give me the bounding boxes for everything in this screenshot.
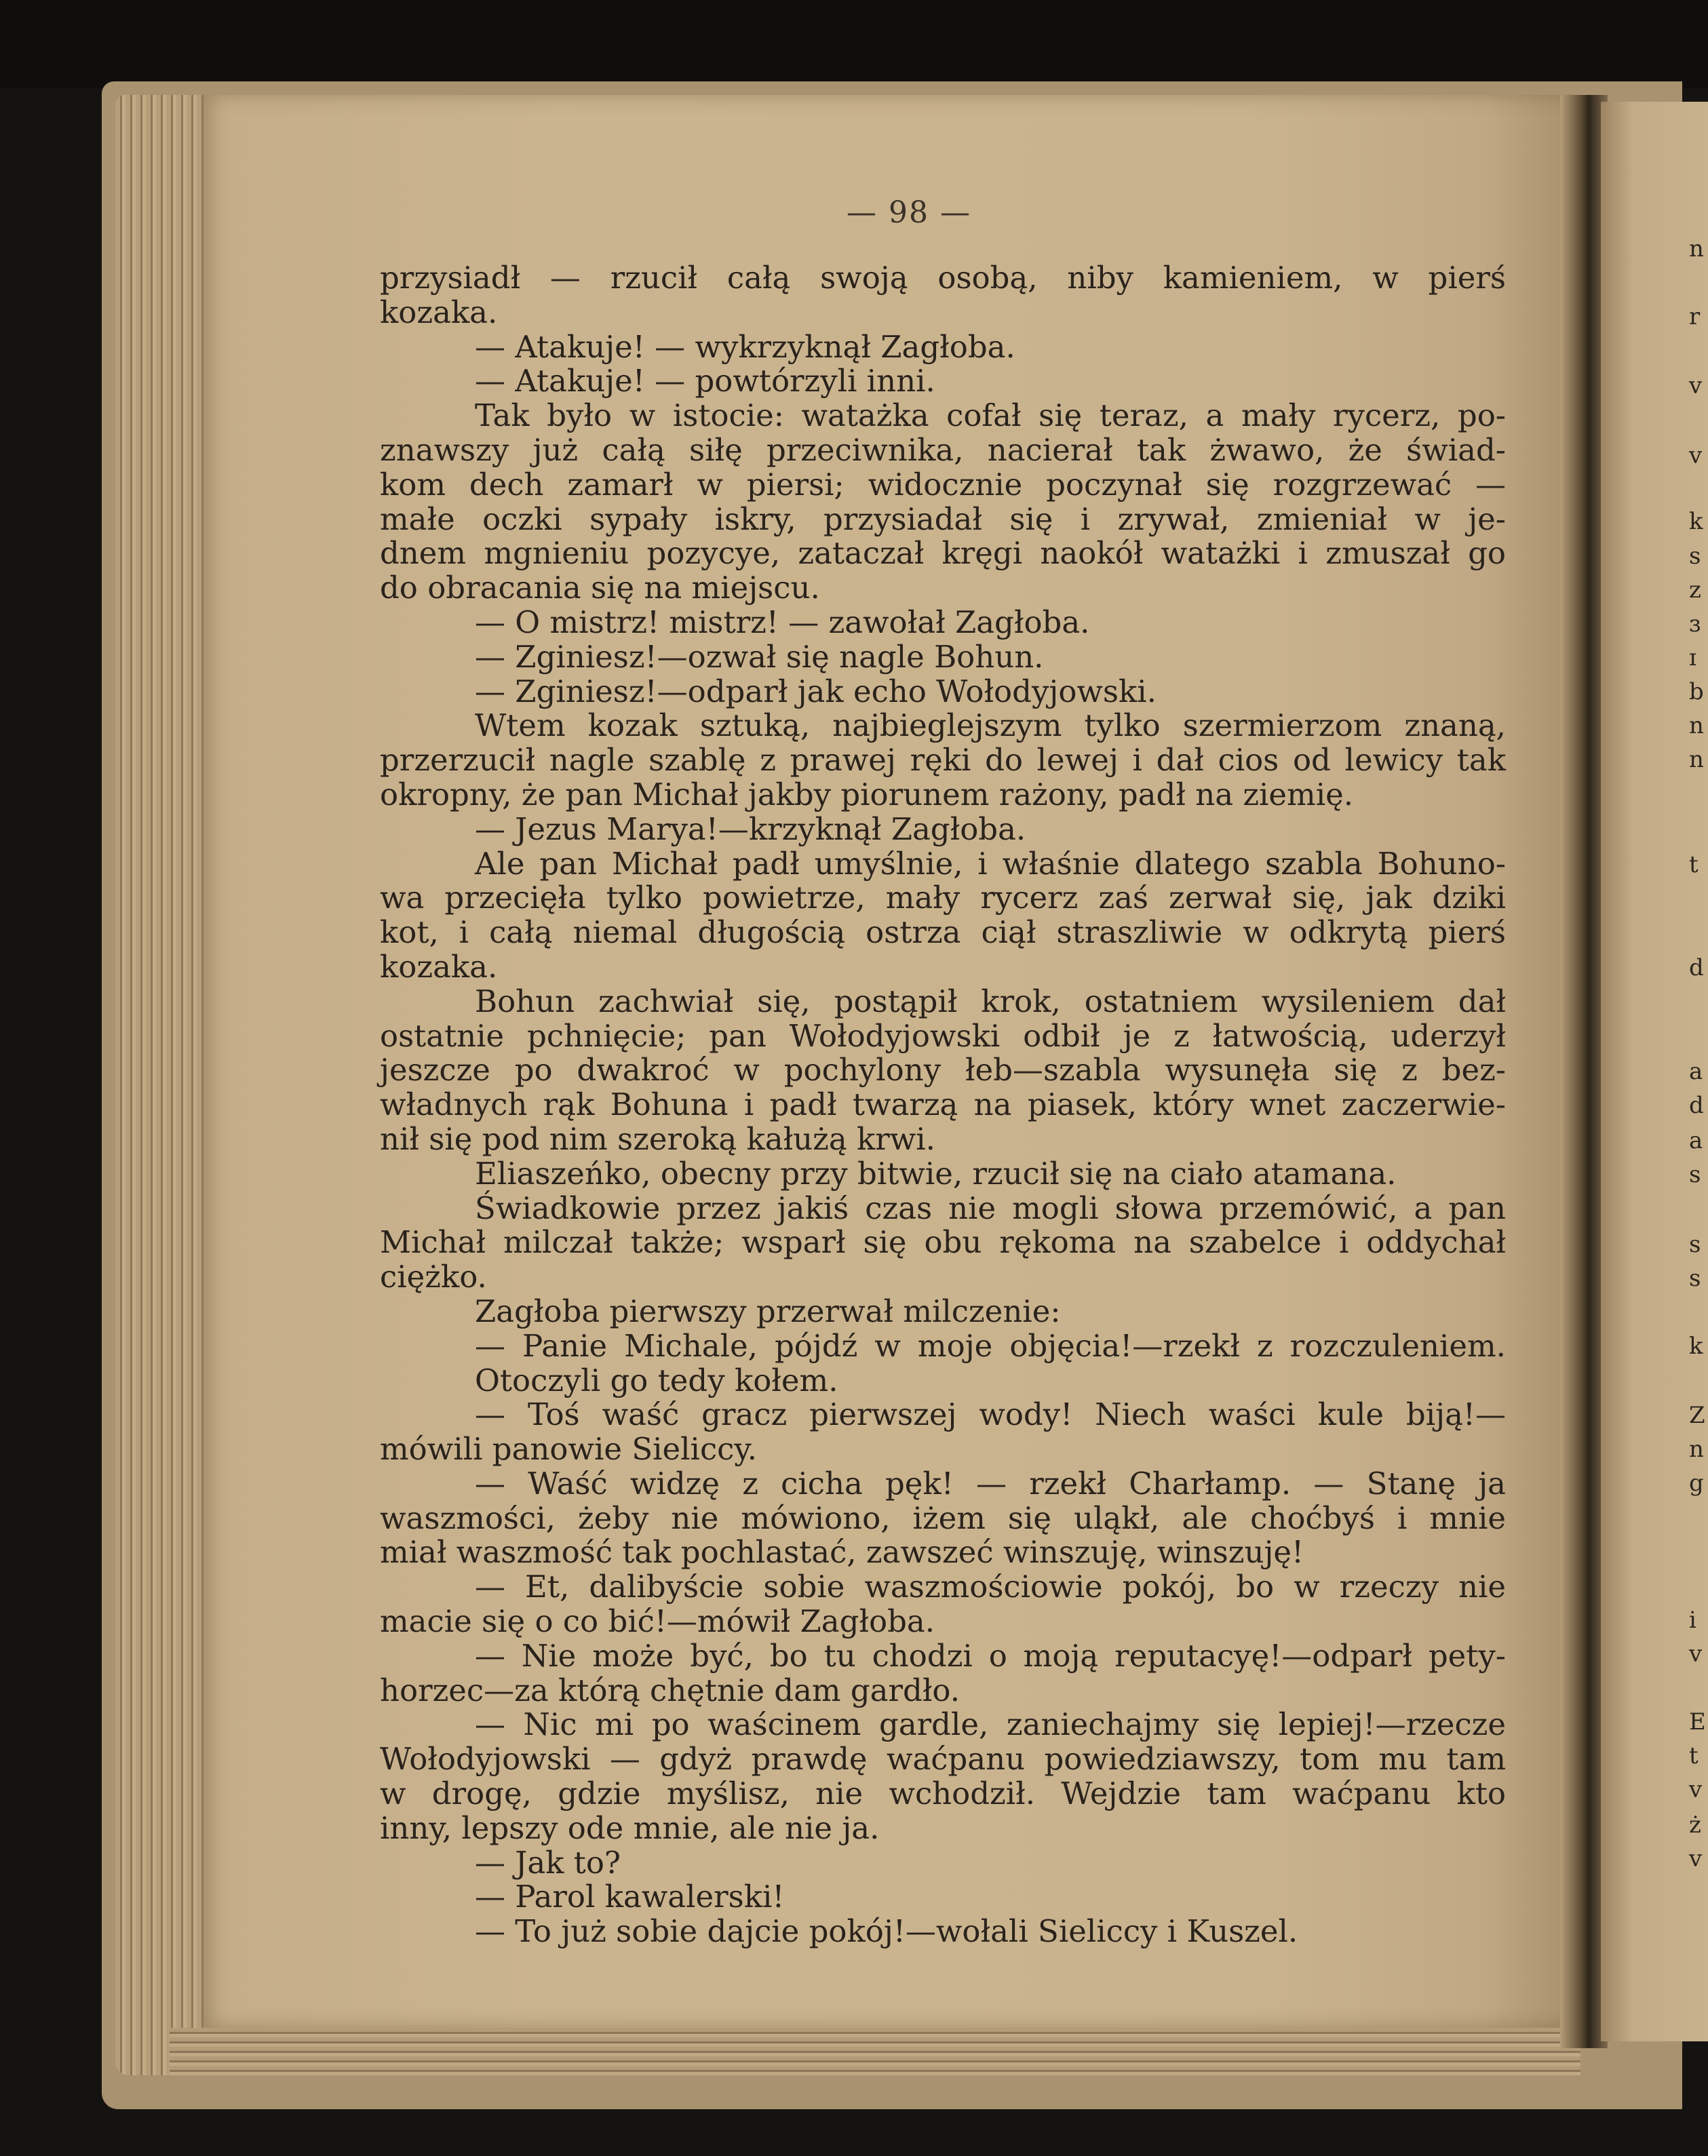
text-line: kom dech zamarł w piersi; widocznie poczynał się rozgrzewać —	[380, 466, 1506, 503]
right-page-letter: ɜ	[1689, 610, 1701, 638]
right-page-letter: n	[1689, 235, 1704, 262]
right-page-letter: s	[1689, 543, 1701, 570]
text-line: Ale pan Michał padł umyślnie, i właśnie dlatego szabla Bohuno-	[475, 845, 1506, 882]
right-page-letter: s	[1689, 1231, 1701, 1258]
text-line: nił się pod nim szeroką kałużą krwi.	[380, 1120, 935, 1157]
right-page-letter: t	[1689, 1742, 1699, 1769]
text-line: wa przecięła tylko powietrze, mały rycerz zaś zerwał się, jak dziki	[380, 880, 1506, 916]
right-page-letter: a	[1689, 1127, 1703, 1154]
text-line: przysiadł — rzucił całą swoją osobą, niby kamieniem, w pierś	[380, 260, 1506, 296]
right-page-letter: E	[1689, 1708, 1706, 1736]
right-page-letter: s	[1689, 1265, 1701, 1292]
text-line: Wtem kozak sztuką, najbieglejszym tylko szermierzom znaną,	[475, 707, 1506, 744]
text-line: — Waść widzę z cicha pęk! — rzekł Charłamp. — Stanę ja	[475, 1465, 1506, 1502]
text-line: Eliaszeńko, obecny przy bitwie, rzucił się na ciało atamana.	[475, 1155, 1397, 1192]
text-line: — Atakuje! — powtórzyli inni.	[475, 363, 935, 399]
right-page-letter: n	[1689, 1436, 1704, 1463]
right-page-letter: g	[1689, 1470, 1704, 1497]
right-page-letter: t	[1689, 851, 1699, 878]
bottom-page-edges	[170, 2028, 1580, 2075]
text-line: jeszcze po dwakroć w pochylony łeb—szabla wysunęła się z bez-	[380, 1052, 1506, 1089]
text-line: miał waszmość tak pochlastać, zawszeć winszuję, winszuję!	[380, 1534, 1304, 1571]
right-page-letter: s	[1689, 1161, 1701, 1188]
text-line: kozaka.	[380, 948, 498, 985]
right-page-letter: r	[1689, 303, 1701, 330]
text-line: Michał milczał także; wsparł się obu rękoma na szabelce i oddychał	[380, 1224, 1506, 1261]
right-page-letter: k	[1689, 508, 1703, 535]
right-page-fragments	[1689, 102, 1708, 2041]
text-line: — O mistrz! mistrz! — zawołał Zagłoba.	[475, 604, 1090, 640]
right-page-letter: n	[1689, 712, 1704, 739]
text-line: Świadkowie przez jakiś czas nie mogli słowa przemówić, a pan	[475, 1190, 1506, 1226]
right-page-letter: v	[1689, 1845, 1703, 1873]
page-number: — 98 —	[847, 195, 971, 230]
text-line: mówili panowie Sieliccy.	[380, 1431, 758, 1468]
right-page-letter: a	[1689, 1058, 1703, 1085]
text-line: waszmości, żeby nie mówiono, iżem się uląkł, ale choćbyś i mnie	[380, 1500, 1506, 1536]
right-page-letter: z	[1689, 576, 1701, 604]
right-page-letter: v	[1689, 1641, 1703, 1668]
text-line: kozaka.	[380, 294, 498, 330]
text-line: — Jezus Marya!—krzyknął Zagłoba.	[475, 810, 1026, 847]
text-line: Tak było w istocie: watażka cofał się teraz, a mały rycerz, po-	[475, 397, 1506, 434]
text-line: — Atakuje! — wykrzyknął Zagłoba.	[475, 328, 1015, 365]
right-page-letter: v	[1689, 1776, 1703, 1803]
text-line: — Nic mi po waścinem gardle, zaniechajmy się lepiej!—rzecze	[475, 1706, 1506, 1743]
right-page-letter: ż	[1689, 1811, 1701, 1839]
page-text	[380, 261, 1506, 1949]
text-line: horzec—za którą chętnie dam gardło.	[380, 1672, 960, 1708]
text-line: — Et, dalibyście sobie waszmościowie pokój, bo w rzeczy nie	[475, 1569, 1506, 1605]
text-line: — Zginiesz!—ozwał się nagle Bohun.	[475, 638, 1044, 675]
text-line: Zagłoba pierwszy przerwał milczenie:	[475, 1293, 1061, 1329]
right-page-letter: n	[1689, 746, 1704, 773]
background-dark	[0, 0, 1708, 88]
text-line: ciężko.	[380, 1259, 487, 1295]
right-page-letter: v	[1689, 442, 1703, 469]
text-line: Bohun zachwiał się, postąpił krok, ostatniem wysileniem dał	[475, 983, 1506, 1019]
text-line: w drogę, gdzie myślisz, nie wchodził. Wejdzie tam waćpanu kto	[380, 1776, 1506, 1812]
text-line: — Panie Michale, pójdź w moje objęcia!—rzekł z rozczuleniem.	[475, 1327, 1506, 1364]
text-line: — Zginiesz!—odparł jak echo Wołodyjowski.	[475, 673, 1157, 709]
text-line: — Nie może być, bo tu chodzi o moją reputacyę!—odparł pety-	[475, 1637, 1506, 1674]
text-line: okropny, że pan Michał jakby piorunem rażony, padł na ziemię.	[380, 776, 1354, 812]
text-line: dnem mgnieniu pozycye, zataczał kręgi naokół watażki i zmuszał go	[380, 535, 1506, 572]
text-line: — To już sobie dajcie pokój!—wołali Sieliccy i Kuszel.	[475, 1913, 1298, 1950]
right-page-letter: d	[1689, 1092, 1704, 1119]
text-line: władnych rąk Bohuna i padł twarzą na piasek, który wnet zaczerwie-	[380, 1086, 1506, 1123]
right-page-letter: d	[1689, 954, 1704, 981]
right-page-letter: Z	[1689, 1402, 1705, 1429]
text-line: — Toś waść gracz pierwszej wody! Niech waści kule biją!—	[475, 1396, 1506, 1433]
right-page-letter: b	[1689, 678, 1704, 705]
text-line: Wołodyjowski — gdyż prawdę waćpanu powiedziawszy, tom mu tam	[380, 1741, 1506, 1778]
text-line: przerzucił nagle szablę z prawej ręki do lewej i dał cios od lewicy tak	[380, 742, 1506, 779]
text-line: znawszy już całą siłę przeciwnika, nacierał tak żwawo, że świad-	[380, 431, 1506, 468]
right-page-letter: k	[1689, 1333, 1703, 1360]
text-line: kot, i całą niemal długością ostrza ciął straszliwie w odkrytą pierś	[380, 914, 1506, 951]
text-line: macie się o co bić!—mówił Zagłoba.	[380, 1603, 935, 1640]
text-line: — Jak to?	[475, 1844, 621, 1881]
right-page-letter: ɪ	[1689, 644, 1696, 671]
right-page-letter: i	[1689, 1607, 1696, 1634]
text-line: ostatnie pchnięcie; pan Wołodyjowski odbił je z łatwością, uderzył	[380, 1017, 1506, 1054]
right-page-letter: v	[1689, 372, 1703, 399]
text-line: Otoczyli go tedy kołem.	[475, 1362, 838, 1398]
text-line: do obracania się na miejscu.	[380, 570, 820, 606]
text-line: inny, lepszy ode mnie, ale nie ja.	[380, 1809, 880, 1846]
text-line: — Parol kawalerski!	[475, 1879, 785, 1915]
text-line: małe oczki sypały iskry, przysiadał się i zrywał, zmieniał w je-	[380, 501, 1506, 537]
